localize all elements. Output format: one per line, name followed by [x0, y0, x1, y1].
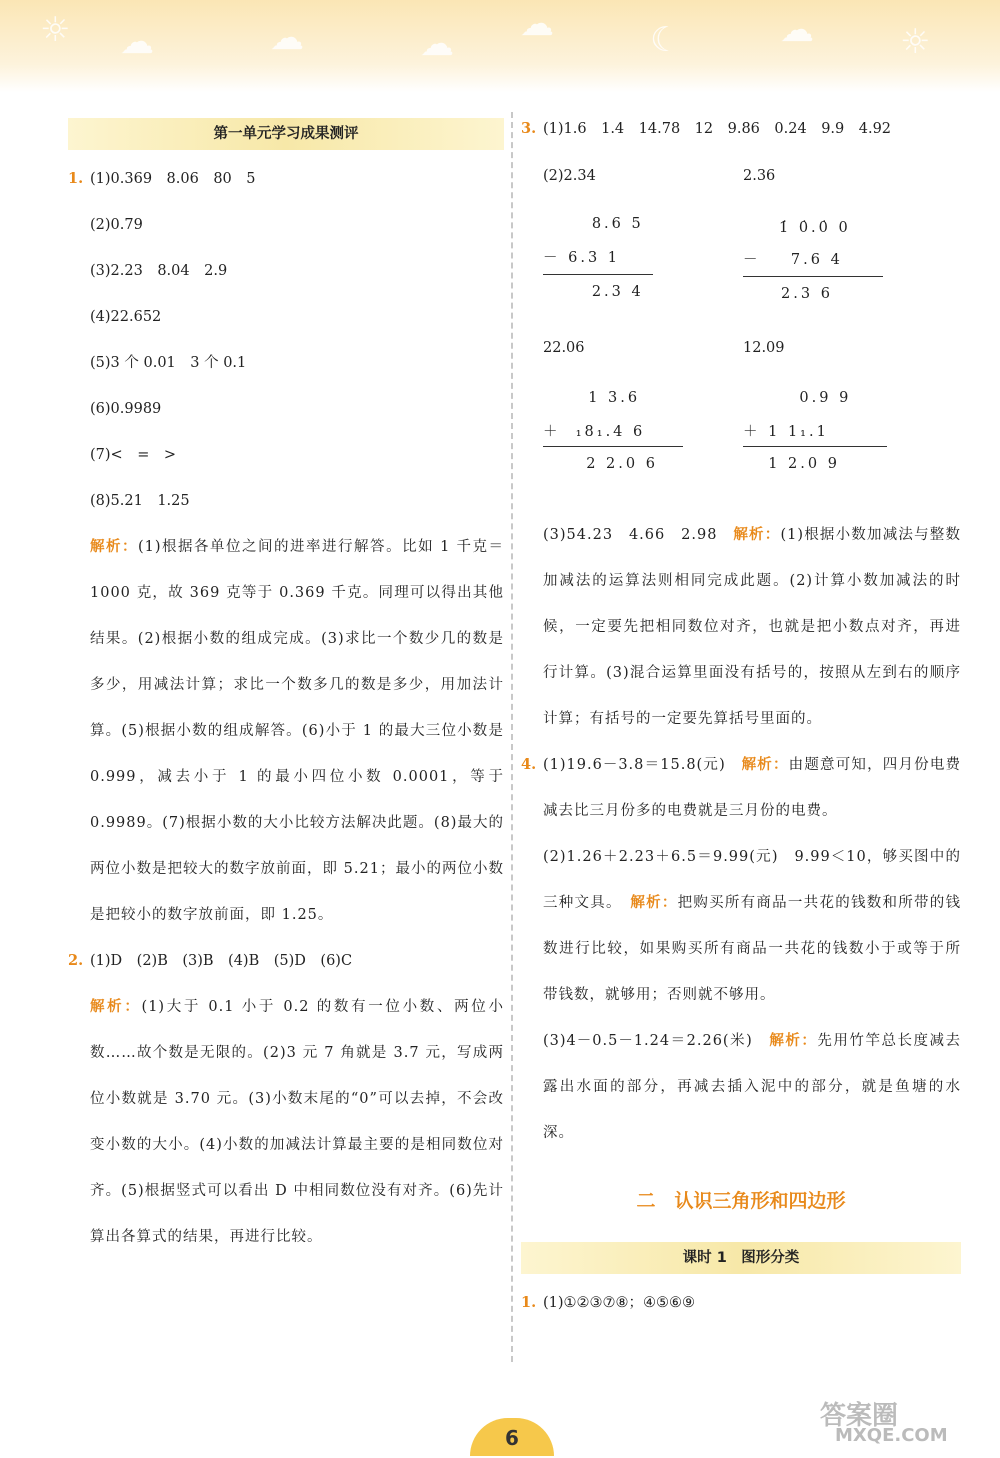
moon-icon: ☾: [650, 20, 681, 60]
calc-label: 22.06: [543, 340, 585, 356]
explanation-text: (1)根据各单位之间的进率进行解答。比如 1 千克＝1000 克，故 369 克等于 0.369 千克。同理可以得出其他结果。(2)根据小数的组成完成。(3)求比一个数少几的数是多少，用减法计算；求比一个数多几的数是多少，用加法计算。(5)根据小数的组成解答。(6)小于 1 的最大三位小数是 0.999，减去小于 1 的最小四位小数 0.0001，等于 0.9989。(7)根据小数的大小比较方法解决此题。(8)最大的两位小数是把较大的数字放前面，即 5.21；最小的两位小数是把较小的数字放前面，即 1.25。: [90, 539, 505, 923]
calc-row: 1 2.0 9: [753, 456, 840, 472]
cloud-icon: ☁: [420, 24, 454, 64]
explanation-text: (1)根据小数加减法与整数加减法的运算法则相同完成此题。(2)计算小数加减法的时候，一定要先把相同数位对齐，也就是把小数点对齐，再进行计算。(3)混合运算里面没有括号的，按照从左到右的顺序计算；有括号的一定要先算括号里面的。: [543, 527, 962, 727]
header-decoration-band: [0, 0, 1000, 92]
cloud-icon: ☁: [520, 4, 554, 44]
calc-row: 2 2.0 6: [571, 456, 658, 472]
cloud-icon: ☁: [120, 22, 154, 62]
calc-row: 0.9 9: [769, 390, 852, 406]
explanation-label: 解析：: [90, 538, 139, 555]
explanation: [543, 742, 961, 834]
sun-icon: ☼: [40, 10, 71, 50]
question-number: 1.: [68, 170, 84, 187]
calc-label: (2)2.34: [543, 168, 596, 184]
question-number: 4.: [521, 756, 537, 773]
answer-line: (1)0.369 8.06 80 5: [90, 171, 256, 187]
calc-row: － 7.6 4: [743, 252, 843, 268]
answer-line: (5)3 个 0.01 3 个 0.1: [90, 355, 247, 371]
answer-line: (1)1.6 1.4 14.78 12 9.86 0.24 9.9 4.92: [543, 121, 892, 137]
calc-row: ＋ ₁8₁.4 6: [543, 424, 646, 440]
explanation-label: 解析：: [90, 998, 142, 1015]
answer-line: (6)0.9989: [90, 401, 162, 417]
answer-line: (3)2.23 8.04 2.9: [90, 263, 228, 279]
lesson-title: 课时 1 图形分类: [521, 1242, 961, 1274]
answer-line: (1)①②③⑦⑧；④⑤⑥⑨: [543, 1295, 696, 1311]
answer-line: (1)19.6－3.8＝15.8(元): [543, 757, 726, 773]
explanation-text: (1)大于 0.1 小于 0.2 的数有一位小数、两位小数……故个数是无限的。(2)3 元 7 角就是 3.7 元，写成两位小数就是 3.70 元。(3)小数末尾的“0”可以去掉，不会改变小数的大小。(4)小数的加减法计算最主要的是相同数位对齐。(5)根据竖式可以看出 D 中相同数位没有对齐。(6)先计算出各算式的结果，再进行比较。: [90, 999, 504, 1245]
explanation-text: 把购买所有商品一共花的钱数和所带的钱数进行比较，如果购买所有商品一共花的钱数小于或等于所带钱数，就够用；否则就不够用。: [543, 895, 962, 1003]
cloud-icon: ☁: [780, 10, 814, 50]
question-1: [68, 156, 504, 938]
question-number: 1.: [521, 1294, 537, 1311]
calc-row: 2.3 6: [743, 286, 833, 302]
explanation: [543, 1018, 961, 1156]
calc-label: 2.36: [743, 168, 776, 184]
explanation-label: 解析：: [733, 526, 781, 543]
explanation-text: 先用竹竿总长度减去露出水面的部分，再减去插入泥中的部分，就是鱼塘的水深。: [543, 1033, 962, 1141]
calc-line: [743, 276, 883, 277]
unit-title: 二 认识三角形和四边形: [636, 1190, 846, 1212]
right-column: [521, 106, 961, 1326]
watermark-url: MXQE.COM: [835, 1425, 948, 1446]
explanation: [90, 524, 504, 938]
answer-line: (1)D (2)B (3)B (4)B (5)D (6)C: [90, 953, 353, 969]
calc-row: － 6.3 1: [543, 250, 621, 266]
explanation: [90, 984, 504, 1260]
question-next: [521, 1280, 961, 1326]
explanation-label: 解析：: [769, 1032, 818, 1049]
explanation-text: 由题意可知，四月份电费减去比三月份多的电费就是三月份的电费。: [543, 757, 962, 819]
explanation: [543, 834, 961, 1018]
calc-line: [743, 446, 887, 447]
calc-line: [543, 274, 653, 275]
column-divider: [511, 112, 513, 1362]
question-number: 3.: [521, 120, 537, 137]
answer-line: (2)0.79: [90, 217, 143, 233]
answer-line: (4)22.652: [90, 309, 162, 325]
calc-row: 1̇ 0̇.0̇ 0: [779, 220, 851, 236]
question-4: [521, 742, 961, 1156]
cloud-icon: ☁: [270, 18, 304, 58]
vertical-calculations-row-1: [543, 152, 961, 332]
watermark-logo: 答案圈: [820, 1401, 899, 1431]
calc-row: 2.3 4: [569, 284, 644, 300]
question-3: [521, 106, 961, 742]
sun-icon: ☼: [900, 22, 931, 62]
answer-line: (7)< = >: [90, 447, 176, 463]
vertical-calculations-row-2: [543, 332, 961, 512]
answer-line: (8)5.21 1.25: [90, 493, 190, 509]
left-column: [68, 118, 504, 1260]
page-number: 6: [470, 1418, 554, 1456]
calc-label: 12.09: [743, 340, 785, 356]
explanation-label: 解析：: [741, 756, 789, 773]
explanation: [543, 512, 961, 742]
calc-row: 8.6 5: [569, 216, 644, 232]
question-2: [68, 938, 504, 1260]
answer-line: (3)4－0.5－1.24＝2.26(米): [543, 1033, 753, 1049]
section-title: 第一单元学习成果测评: [68, 118, 504, 150]
calc-row: 1 3.6: [573, 390, 641, 406]
question-number: 2.: [68, 952, 84, 969]
answer-line: (3)54.23 4.66 2.98: [543, 527, 718, 543]
calc-line: [543, 446, 683, 447]
explanation-label: 解析：: [630, 894, 678, 911]
calc-row: ＋ 1 1₁.1: [743, 424, 829, 440]
answer-line: (2)1.26＋2.23＋6.5＝9.99(元) 9.99＜10，够买图中的三种文具。: [543, 849, 961, 911]
